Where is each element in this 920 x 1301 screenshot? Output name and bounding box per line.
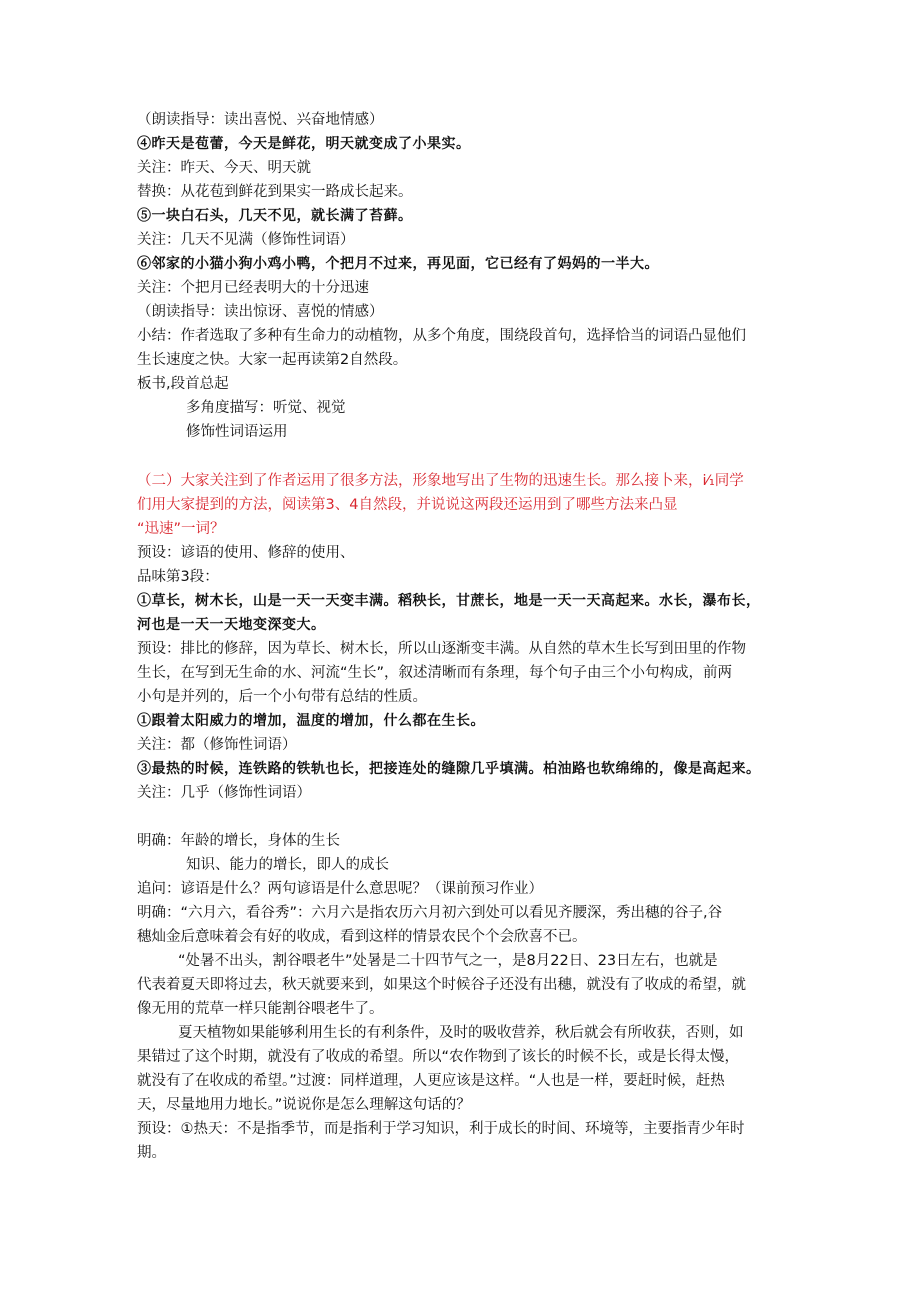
clarify-proverb-1: 明确：“六月六，看谷秀”：六月六是指农历六月初六到处可以看见齐腰深，秀出穗的谷子,谷 <box>137 905 723 921</box>
clarify-proverb-1: 穗灿金后意味着会有好的收成，看到这样的情景农民个个会欣喜不已。 <box>137 929 587 945</box>
focus-line: 关注：都（修饰性词语） <box>137 737 297 753</box>
clarify-proverb-2: 像无用的荒草一样只能割谷喂老牛了。 <box>137 1001 384 1017</box>
clarify-proverb-2: “处暑不出头，割谷喂老牛”处暑是二十四节气之一，是8月22日、23日左右，也就是 <box>178 953 718 969</box>
summer-paragraph: 夏天植物如果能够利用生长的有利条件，及时的吸收营养，秋后就会有所收获，否则，如 <box>178 1025 744 1041</box>
follow-up-question: 追问：谚语是什么？两句谚语是什么意思呢？（课前预习作业） <box>137 881 543 897</box>
preset-line: 预设：①热天：不是指季节，而是指利于学习知识，利于成长的时间、环境等，主要指青少年时 <box>137 1121 745 1137</box>
preset-line: 期。 <box>137 1145 166 1161</box>
board-item: 多角度描写：听觉、视觉 <box>186 400 346 416</box>
clarify-line: 明确：年龄的增长，身体的生长 <box>137 833 340 849</box>
focus-line: 关注：几天不见满（修饰性词语） <box>137 232 355 248</box>
quote-p3-1: ①草长，树木长，山是一天一天变丰满。稻秧长，甘蔗长，地是一天一天高起来。水长，瀑布长， <box>137 593 761 609</box>
section-2-prompt: （二）大家关注到了作者运用了很多方法，形象地写出了生物的迅速生长。那么接卜来，i⁄₁同学 <box>137 473 744 489</box>
quote-p3-1: 河也是一天一天地变深变大。 <box>137 617 326 633</box>
quote-5: ⑤一块白石头，几天不见，就长满了苔藓。 <box>137 208 413 224</box>
summary-line: 生长速度之快。大家一起再读第2自然段。 <box>137 352 408 368</box>
section-2-prompt: 们用大家提到的方法，阅读第3、4自然段，并说说这两段还运用到了哪些方法来凸显 <box>137 497 678 513</box>
focus-line: 关注：昨天、今天、明天就 <box>137 160 311 176</box>
quote-p3-2: ①跟着太阳威力的增加，温度的增加，什么都在生长。 <box>137 713 485 729</box>
quote-6: ⑥邻家的小猫小狗小鸡小鸭，个把月不过来，再见面，它已经有了妈妈的一半大。 <box>137 256 659 272</box>
reading-guide-joy: （朗读指导：读出喜悦、兴奋地情感） <box>137 112 384 128</box>
reading-guide-surprise: （朗读指导：读出惊讶、喜悦的情感） <box>137 304 384 320</box>
preset-line: 预设：谚语的使用、修辞的使用、 <box>137 545 355 561</box>
preset-line: 生长，在写到无生命的水、河流“生长”，叙述清晰而有条理，每个句子由三个小句构成，前两 <box>137 665 733 681</box>
summary-line: 小结：作者选取了多种有生命力的动植物，从多个角度，围绕段首句，选择恰当的词语凸显他们 <box>137 328 746 344</box>
board-item: 修饰性词语运用 <box>186 424 288 440</box>
board-heading: 板书,段首总起 <box>137 376 229 392</box>
section-2-prompt: “迅速”一词？ <box>137 521 225 537</box>
clarify-proverb-2: 代表着夏天即将过去，秋天就要来到，如果这个时候谷子还没有出穗，就没有了收成的希望，就 <box>137 977 746 993</box>
focus-line: 关注：几乎（修饰性词语） <box>137 785 311 801</box>
preset-line: 小句是并列的，后一个小句带有总结的性质。 <box>137 689 427 705</box>
quote-p3-3: ③最热的时候，连铁路的铁轨也长，把接连处的缝隙几乎填满。柏油路也软绵绵的，像是高起来。 <box>137 761 761 777</box>
preset-line: 预设：排比的修辞，因为草长、树木长，所以山逐渐变丰满。从自然的草木生长写到田里的作物 <box>137 641 746 657</box>
replace-line: 替换：从花苞到鲜花到果实一路成长起来。 <box>137 184 413 200</box>
summer-paragraph: 就没有了在收成的希望。”过渡：同样道理，人更应该是这样。“人也是一样，要赶时候，赶热 <box>137 1073 725 1089</box>
paragraph-3-heading: 品味第3段： <box>137 569 219 585</box>
summer-paragraph: 果错过了这个时期，就没有了收成的希望。所以“农作物到了该长的时候不长，或是长得太慢， <box>137 1049 740 1065</box>
clarify-line: 知识、能力的增长，即人的成长 <box>186 857 389 873</box>
focus-line: 关注：个把月已经表明大的十分迅速 <box>137 280 369 296</box>
summer-paragraph: 天，尽量地用力地长。”说说你是怎么理解这句话的？ <box>137 1097 471 1113</box>
quote-4: ④昨天是苞蕾，今天是鲜花，明天就变成了小果实。 <box>137 136 471 152</box>
